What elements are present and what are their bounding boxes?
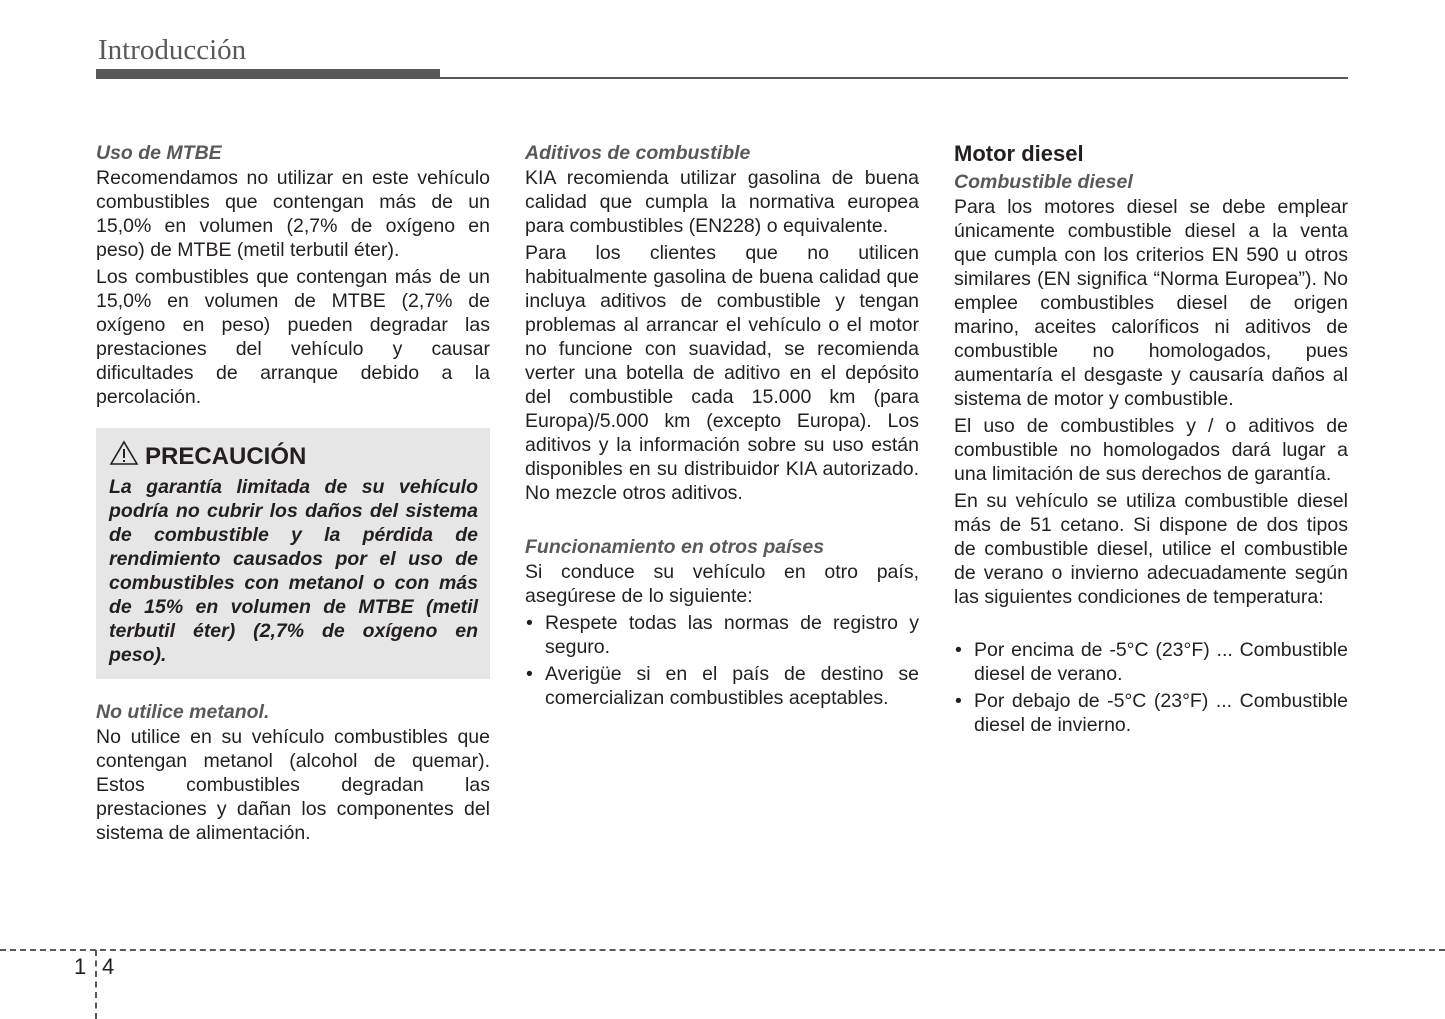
caution-title: PRECAUCIÓN	[145, 442, 307, 470]
caution-box	[96, 428, 490, 679]
subheading-aditivos: Aditivos de combustible	[525, 142, 751, 164]
header-rule	[440, 77, 1348, 79]
list-item: • Respete todas las normas de registro y seguro.	[525, 611, 919, 659]
header-bar	[96, 69, 440, 79]
column-2	[525, 140, 919, 713]
bullet-list	[525, 611, 919, 710]
caution-text: La garantía limitada de su vehículo podría no cubrir los daños del sistema de combustible y la pérdida de rendimiento causados por el uso de combustibles con metanol o con más de 15% en volumen de MTBE (metil terbutil éter) (2,7% de oxígeno en peso).	[109, 476, 478, 666]
paragraph: Si conduce su vehículo en otro país, asegúrese de lo siguiente:	[525, 561, 919, 607]
footer-rule	[0, 949, 1445, 951]
subheading-diesel: Combustible diesel	[954, 171, 1133, 193]
warning-triangle-icon	[109, 440, 139, 473]
paragraph: Recomendamos no utilizar en este vehículo combustibles que contengan más de un 15,0% en volumen (2,7% de oxígeno en peso) de MTBE (metil terbutil éter).	[96, 167, 490, 261]
paragraph: Para los clientes que no utilicen habitualmente gasolina de buena calidad que incluya aditivos de combustible y tengan problemas al arrancar el vehículo o el motor no funcione con suavidad, se recomienda verter una botella de aditivo en el depósito del combustible cada 15.000 km (para Europa)/5.000 km (excepto Europa). Los aditivos y la información sobre su uso están disponibles en su distribuidor KIA autorizado. No mezcle otros aditivos.	[525, 242, 919, 504]
section-title: Introducción	[98, 34, 247, 66]
column-1	[96, 140, 490, 848]
column-3	[954, 140, 1348, 740]
list-item: • Por debajo de -5°C (23°F) ... Combustible diesel de invierno.	[954, 689, 1348, 737]
bullet-list	[954, 638, 1348, 737]
paragraph: El uso de combustibles y / o aditivos de combustible no homologados dará lugar a una limitación de sus derechos de garantía.	[954, 415, 1348, 485]
footer-divider	[95, 950, 97, 1019]
paragraph: Para los motores diesel se debe emplear únicamente combustible diesel a la venta que cumpla con los criterios EN 590 u otros similares (EN significa “Norma Europea”). No emplee combustibles diesel de origen marino, aceites caloríficos ni aditivos de combustible no homologados, pues aumentaría el desgaste y causaría daños al sistema de motor y combustible.	[954, 196, 1348, 410]
paragraph: No utilice en su vehículo combustibles que contengan metanol (alcohol de quemar). Estos combustibles degradan las prestaciones y dañan los componentes del sistema de alimentación.	[96, 726, 490, 844]
list-item: • Por encima de -5°C (23°F) ... Combustible diesel de verano.	[954, 638, 1348, 686]
paragraph: Los combustibles que contengan más de un 15,0% en volumen de MTBE (2,7% de oxígeno en peso) pueden degradar las prestaciones del vehículo y causar dificultades de arranque debido a la percolación.	[96, 266, 490, 408]
paragraph: En su vehículo se utiliza combustible diesel más de 51 cetano. Si dispone de dos tipos de combustible diesel, utilice el combustible de verano o invierno adecuadamente según las siguientes condiciones de temperatura:	[954, 490, 1348, 608]
subheading-paises: Funcionamiento en otros países	[525, 536, 825, 558]
list-item: • Averigüe si en el país de destino se comercializan combustibles aceptables.	[525, 662, 919, 710]
page-number: 4	[102, 954, 115, 979]
subheading-metanol: No utilice metanol.	[96, 701, 270, 723]
caution-heading	[109, 440, 478, 473]
heading-motor-diesel: Motor diesel	[954, 141, 1084, 166]
paragraph: KIA recomienda utilizar gasolina de buena calidad que cumpla la normativa europea para combustibles (EN228) o equivalente.	[525, 167, 919, 237]
subheading-mtbe: Uso de MTBE	[96, 142, 222, 164]
section-number: 1	[74, 954, 87, 979]
